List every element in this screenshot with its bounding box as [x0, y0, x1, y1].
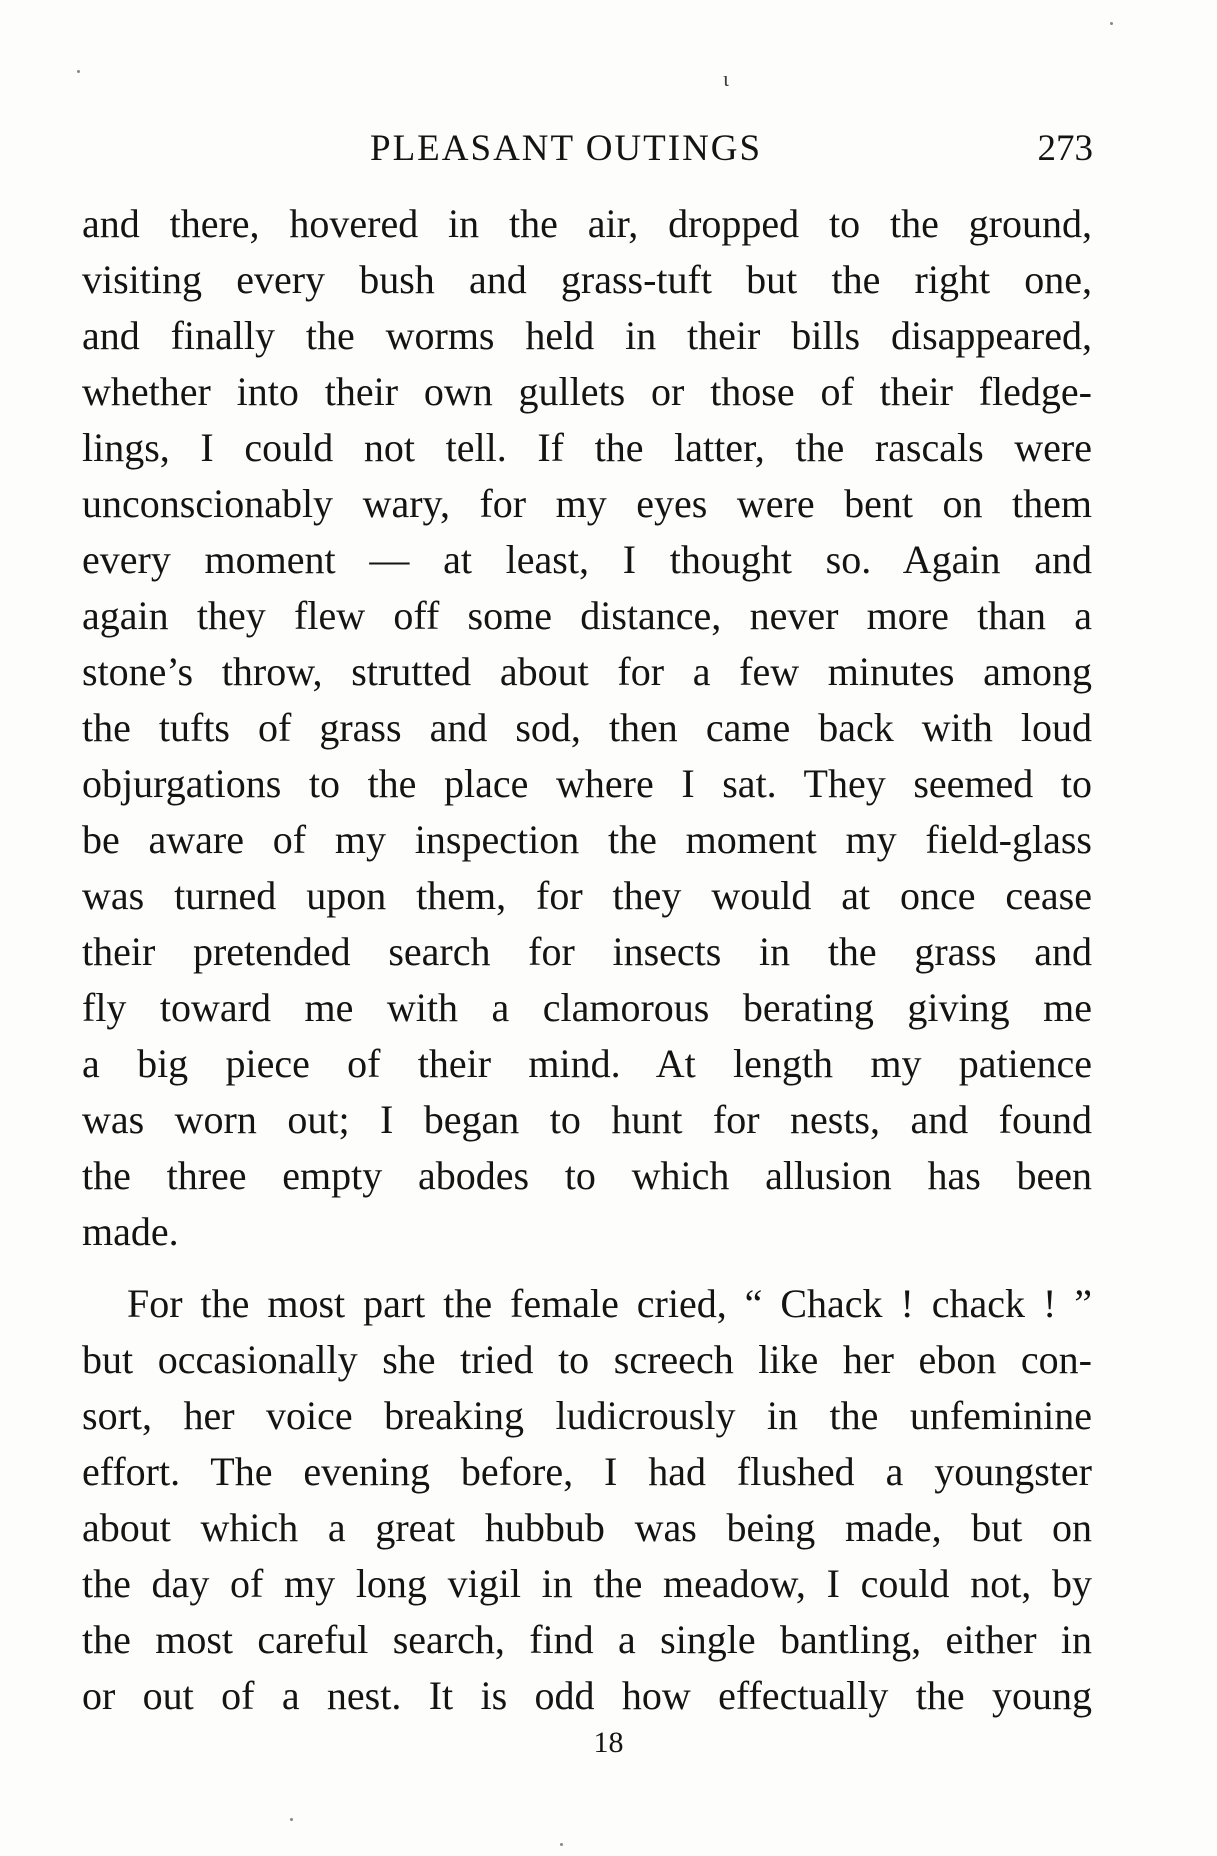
paragraph-start-line: For the most part the female cried, “ Chack ! chack ! ”	[127, 1281, 1092, 1326]
text-line: their pretended search for insects in the grass and	[82, 929, 1092, 974]
text-line: and finally the worms held in their bills disappeared,	[82, 313, 1092, 358]
body-text	[82, 196, 1092, 1724]
text-line: and there, hovered in the air, dropped to the ground,	[82, 201, 1092, 246]
text-line: was worn out; I began to hunt for nests, and found	[82, 1097, 1092, 1142]
text-line: about which a great hubbub was being made, but on	[82, 1505, 1092, 1550]
text-line: be aware of my inspection the moment my field-glass	[82, 817, 1092, 862]
text-line: every moment — at least, I thought so. Again and	[82, 537, 1092, 582]
text-line: or out of a nest. It is odd how effectually the young	[82, 1673, 1092, 1718]
text-line: lings, I could not tell. If the latter, the rascals were	[82, 425, 1092, 470]
text-line: objurgations to the place where I sat. They seemed to	[82, 761, 1092, 806]
text-line: effort. The evening before, I had flushed a youngster	[82, 1449, 1092, 1494]
text-line: stone’s throw, strutted about for a few minutes among	[82, 649, 1092, 694]
text-line: whether into their own gullets or those of their fledge-	[82, 369, 1092, 414]
text-line: the day of my long vigil in the meadow, I could not, by	[82, 1561, 1092, 1606]
paper-speck	[77, 70, 80, 73]
signature-mark: 18	[593, 1726, 624, 1759]
text-line: unconscionably wary, for my eyes were bent on them	[82, 481, 1092, 526]
text-line: visiting every bush and grass-tuft but the right one,	[82, 257, 1092, 302]
page-number: 273	[1037, 128, 1093, 169]
running-head	[0, 125, 1217, 173]
paper-speck	[560, 1843, 563, 1846]
paper-speck	[1110, 22, 1113, 25]
running-title: PLEASANT OUTINGS	[370, 128, 763, 169]
printer-mark: ι	[723, 66, 729, 91]
paper-speck	[290, 1818, 293, 1821]
text-line: the tufts of grass and sod, then came back with loud	[82, 705, 1092, 750]
text-line: the most careful search, find a single bantling, either in	[82, 1617, 1092, 1662]
paragraph-end-line: made.	[82, 1209, 179, 1254]
text-line: the three empty abodes to which allusion has been	[82, 1153, 1092, 1198]
text-line: sort, her voice breaking ludicrously in the unfeminine	[82, 1393, 1092, 1438]
text-line: but occasionally she tried to screech like her ebon con-	[82, 1337, 1092, 1382]
text-line: again they flew off some distance, never more than a	[82, 593, 1092, 638]
text-line: a big piece of their mind. At length my patience	[82, 1041, 1092, 1086]
text-line: fly toward me with a clamorous berating giving me	[82, 985, 1092, 1030]
text-line: was turned upon them, for they would at once cease	[82, 873, 1092, 918]
